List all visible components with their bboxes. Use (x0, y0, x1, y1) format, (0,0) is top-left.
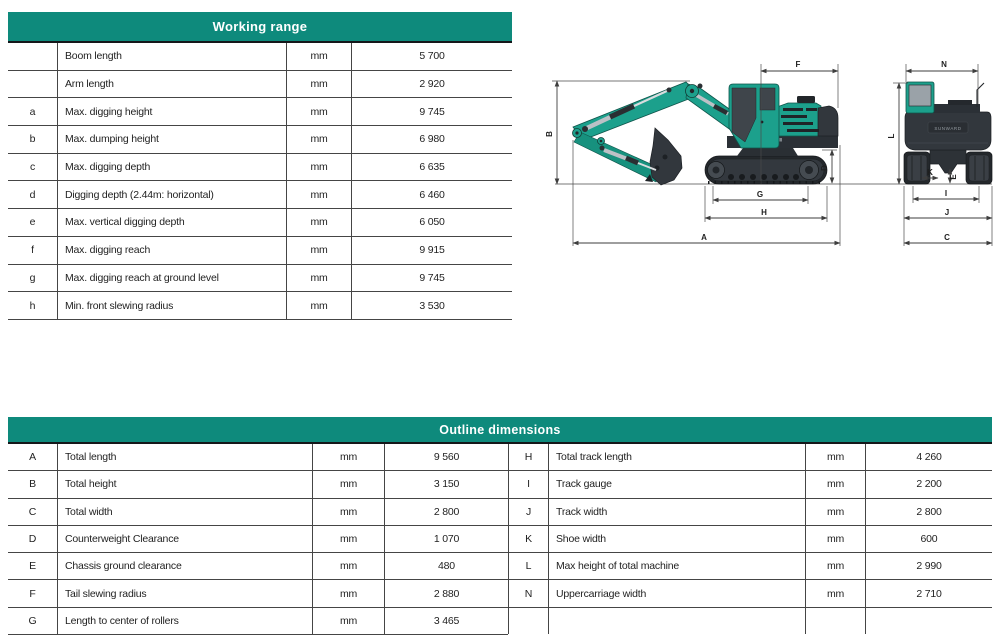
row-value: 3 530 (419, 299, 445, 312)
row-value: 9 745 (419, 105, 445, 118)
table-row (508, 526, 992, 553)
row-label: Digging depth (2.44m: horizontal) (58, 181, 287, 208)
row-letter: h (8, 292, 58, 319)
row-label: Shoe width (549, 526, 806, 552)
row-unit: mm (313, 553, 385, 579)
table-row (8, 265, 512, 293)
row-letter (8, 71, 58, 98)
row-label: Max. digging height (58, 98, 287, 125)
row-label: Max. digging reach at ground level (58, 265, 287, 292)
table-row (508, 471, 992, 498)
row-label: Counterweight Clearance (58, 526, 313, 552)
dim-label-L: L (887, 133, 896, 139)
outline-dimensions-title: Outline dimensions (439, 422, 561, 437)
row-unit: mm (313, 608, 385, 634)
row-letter: d (8, 181, 58, 208)
row-unit: mm (287, 71, 352, 98)
row-letter: J (508, 499, 549, 525)
row-letter: D (8, 526, 58, 552)
table-row (8, 98, 512, 126)
brand-badge: SUNWARD (934, 126, 962, 131)
working-range-rows (8, 43, 512, 320)
dim-label-I: I (944, 189, 948, 198)
row-letter: e (8, 209, 58, 236)
row-label: Length to center of rollers (58, 608, 313, 634)
row-label: Max. vertical digging depth (58, 209, 287, 236)
row-label: Total length (58, 444, 313, 470)
row-label: Max. digging reach (58, 237, 287, 264)
table-row (8, 154, 512, 182)
table-row (508, 444, 992, 471)
table-row (8, 237, 512, 265)
outline-left-rows (8, 444, 508, 635)
row-label: Total width (58, 499, 313, 525)
table-row (8, 209, 512, 237)
row-unit: mm (806, 553, 866, 579)
boom (573, 82, 699, 140)
row-value: 480 (438, 560, 455, 573)
row-letter: c (8, 154, 58, 181)
row-value: 2 800 (916, 505, 942, 518)
row-unit: mm (806, 471, 866, 497)
table-row (508, 580, 992, 607)
dim-label-C: C (944, 233, 950, 242)
row-unit: mm (287, 292, 352, 319)
table-row (8, 499, 508, 526)
row-label (549, 608, 806, 634)
row-label: Min. front slewing radius (58, 292, 287, 319)
table-row (8, 526, 508, 553)
row-label: Boom length (58, 43, 287, 70)
table-row (508, 553, 992, 580)
working-range-table (8, 12, 512, 320)
row-value: 6 460 (419, 188, 445, 201)
row-value: 3 465 (433, 614, 460, 627)
rear-carbody (930, 150, 966, 173)
row-letter: F (8, 580, 58, 606)
row-unit: mm (287, 126, 352, 153)
row-letter (508, 608, 549, 634)
row-label: Chassis ground clearance (58, 553, 313, 579)
row-value: 1 070 (433, 533, 460, 546)
working-range-title: Working range (212, 19, 308, 34)
dim-label-H: H (761, 208, 767, 217)
row-unit: mm (287, 181, 352, 208)
row-value: 3 150 (433, 478, 460, 491)
outline-dimensions-table (8, 417, 992, 635)
dim-label-D: D (820, 165, 829, 171)
row-unit: mm (287, 265, 352, 292)
row-letter: G (8, 608, 58, 634)
working-range-header (8, 12, 512, 43)
table-row (8, 608, 508, 635)
row-value: 9 915 (419, 244, 445, 257)
dim-label-B: B (545, 131, 554, 137)
row-value: 2 800 (433, 505, 460, 518)
row-unit (806, 608, 866, 634)
outline-dimensions-body (8, 444, 992, 635)
row-label: Arm length (58, 71, 287, 98)
cab-rear-window (909, 85, 931, 106)
dim-label-K: K (927, 168, 933, 177)
row-value: 2 920 (419, 78, 445, 91)
dim-label-A: A (701, 233, 707, 242)
row-label: Max. dumping height (58, 126, 287, 153)
row-unit: mm (287, 237, 352, 264)
row-letter: a (8, 98, 58, 125)
row-letter: L (508, 553, 549, 579)
table-row (8, 471, 508, 498)
row-unit: mm (806, 499, 866, 525)
dim-label-F: F (795, 60, 801, 69)
table-row (8, 580, 508, 607)
row-label: Total height (58, 471, 313, 497)
row-letter: N (508, 580, 549, 606)
excavator-dimension-diagram (540, 40, 1000, 252)
row-unit: mm (313, 471, 385, 497)
row-letter: K (508, 526, 549, 552)
dim-label-E: E (949, 174, 958, 180)
row-unit: mm (287, 43, 352, 70)
row-letter: B (8, 471, 58, 497)
row-unit: mm (313, 444, 385, 470)
row-letter (8, 43, 58, 70)
row-label: Track gauge (549, 471, 806, 497)
row-letter: E (8, 553, 58, 579)
row-unit: mm (313, 580, 385, 606)
row-value: 2 710 (916, 587, 942, 600)
outline-dimensions-header (8, 417, 992, 444)
row-letter: b (8, 126, 58, 153)
row-unit: mm (313, 499, 385, 525)
row-unit: mm (313, 526, 385, 552)
outline-right-rows (508, 444, 992, 635)
table-row (8, 71, 512, 99)
row-letter: I (508, 471, 549, 497)
cab-side-window (760, 88, 775, 110)
row-label: Max. digging depth (58, 154, 287, 181)
row-letter: A (8, 444, 58, 470)
row-unit: mm (806, 580, 866, 606)
row-value: 600 (920, 533, 938, 546)
row-label: Track width (549, 499, 806, 525)
table-row (8, 444, 508, 471)
row-value: 2 880 (433, 587, 460, 600)
row-letter: g (8, 265, 58, 292)
row-unit: mm (287, 98, 352, 125)
row-value: 9 560 (433, 451, 460, 464)
row-letter: H (508, 444, 549, 470)
table-row (8, 43, 512, 71)
exhaust (797, 96, 815, 103)
table-row (8, 553, 508, 580)
row-letter: f (8, 237, 58, 264)
row-value: 6 980 (419, 133, 445, 146)
row-value: 6 050 (419, 216, 445, 229)
row-value: 2 990 (916, 560, 942, 573)
row-label: Uppercarriage width (549, 580, 806, 606)
dim-label-N: N (941, 60, 947, 69)
table-row (508, 499, 992, 526)
table-row (8, 292, 512, 320)
row-value: 2 200 (916, 478, 942, 491)
row-value: 9 745 (419, 271, 445, 284)
excavator-side-view (573, 82, 839, 185)
table-row (8, 181, 512, 209)
row-unit: mm (806, 444, 866, 470)
excavator-rear-view (904, 82, 992, 184)
row-unit: mm (806, 526, 866, 552)
row-letter: C (8, 499, 58, 525)
row-label: Total track length (549, 444, 806, 470)
dim-label-J: J (944, 208, 950, 217)
row-value: 5 700 (419, 50, 445, 63)
table-row (8, 126, 512, 154)
row-value (866, 608, 992, 634)
row-value: 4 260 (916, 451, 942, 464)
row-unit: mm (287, 209, 352, 236)
table-row (508, 608, 992, 634)
row-unit: mm (287, 154, 352, 181)
counterweight-side (818, 106, 838, 136)
row-label: Max height of total machine (549, 553, 806, 579)
row-label: Tail slewing radius (58, 580, 313, 606)
dim-label-G: G (756, 190, 764, 199)
row-value: 6 635 (419, 161, 445, 174)
